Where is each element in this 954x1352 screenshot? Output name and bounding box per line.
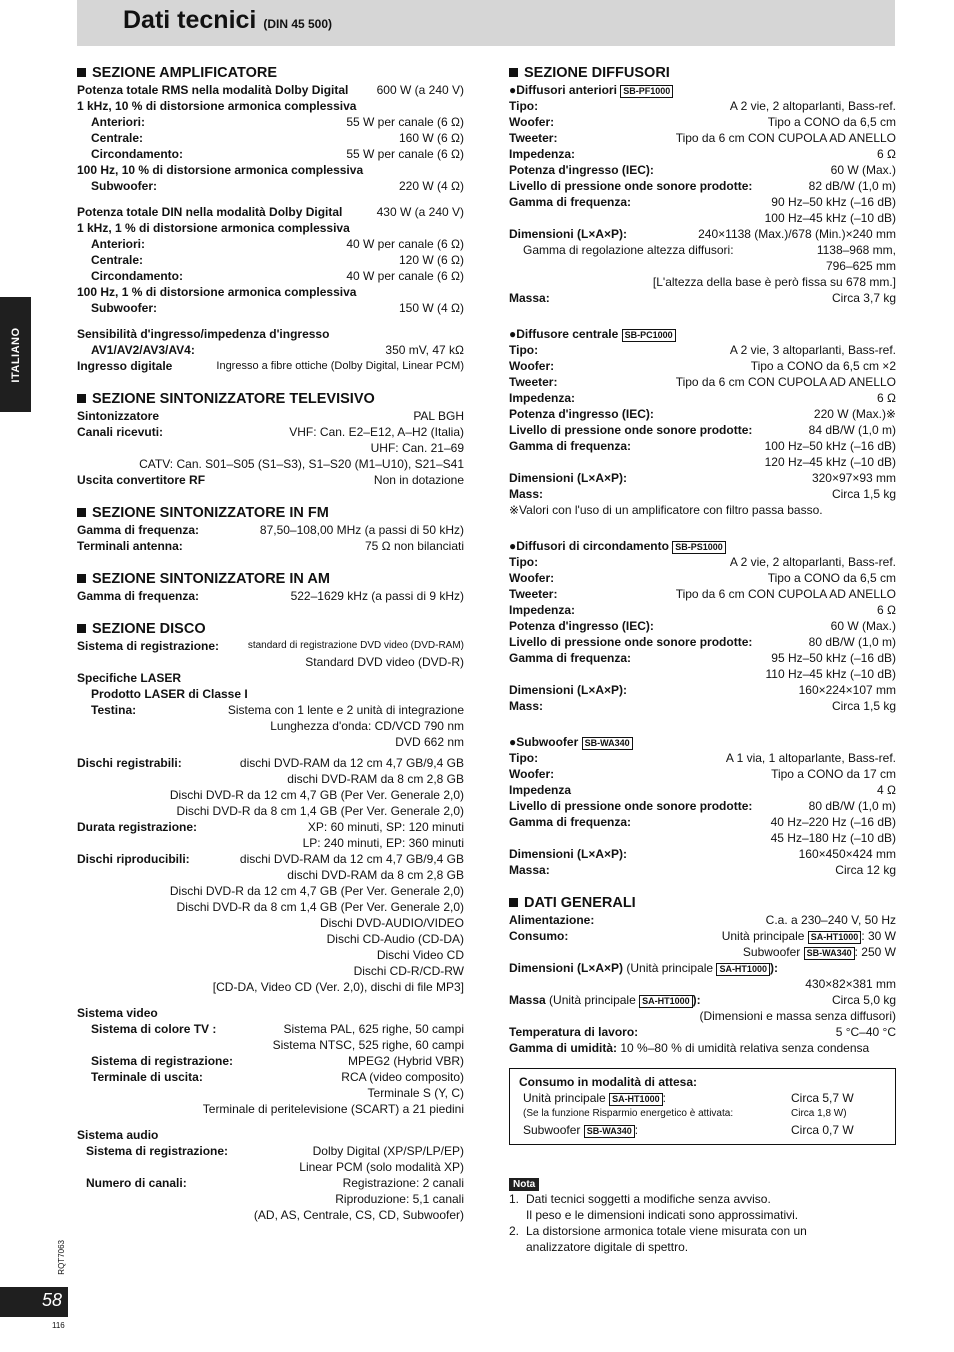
spec-row: Consumo: Unità principale SA-HT1000 : 30 W bbox=[509, 929, 896, 943]
spec-row: Gamma di frequenza: 40 Hz–220 Hz (–16 dB) bbox=[509, 815, 896, 829]
spec-row: Dischi CD-R/CD-RW bbox=[353, 964, 464, 978]
spec-row: Tweeter: Tipo da 6 cm CON CUPOLA AD ANELLO bbox=[509, 375, 896, 389]
spec-row: Lunghezza d'onda: CD/VCD 790 nm bbox=[270, 719, 464, 733]
spec-subheading: Sistema video bbox=[77, 1006, 158, 1020]
spec-row: Dischi DVD-R da 12 cm 4,7 GB (Per Ver. Generale 2,0) bbox=[169, 788, 464, 802]
model-badge: SA-HT1000 bbox=[609, 1093, 663, 1106]
spec-row: Circondamento: 40 W per canale (6 Ω) bbox=[91, 269, 464, 283]
spec-row: Centrale: 120 W (6 Ω) bbox=[91, 253, 464, 267]
spec-row: AV1/AV2/AV3/AV4: 350 mV, 47 kΩ bbox=[91, 343, 464, 357]
spec-row: Dimensioni (L×A×P) (Unità principale SA-HT1000 ): bbox=[509, 961, 778, 975]
spec-row: Durata registrazione: XP: 60 minuti, SP: 120 minuti bbox=[77, 820, 464, 834]
spec-row: Impedenza: 6 Ω bbox=[509, 147, 896, 161]
spec-row: Dischi DVD-R da 8 cm 1,4 GB (Per Ver. Generale 2,0) bbox=[176, 804, 464, 818]
spec-row: Sistema NTSC, 525 righe, 60 campi bbox=[272, 1038, 464, 1052]
spec-subheading: Sensibilità d'ingresso/impedenza d'ingresso bbox=[77, 327, 330, 341]
spec-subheading: Specifiche LASER bbox=[77, 671, 182, 685]
spec-row: Sistema di colore TV : Sistema PAL, 625 righe, 50 campi bbox=[91, 1022, 464, 1036]
spec-row: Subwoofer SB-WA340 : Circa 0,7 W bbox=[523, 1123, 854, 1137]
square-bullet-icon bbox=[77, 508, 86, 517]
doc-code: RQT7063 bbox=[57, 1240, 66, 1275]
spec-row: Ingresso digitale Ingresso a fibre ottiche (Dolby Digital, Linear PCM) bbox=[77, 359, 464, 373]
spec-row: Potenza totale DIN nella modalità Dolby Digital 430 W (a 240 V) bbox=[77, 205, 464, 219]
spec-row: Dimensioni (L×A×P): 160×224×107 mm bbox=[509, 683, 896, 697]
spec-row: Impedenza 4 Ω bbox=[509, 783, 896, 797]
speaker-title: ●Diffusori anteriori SB-PF1000 bbox=[509, 82, 896, 98]
spec-subheading: 1 kHz, 1 % di distorsione armonica complessiva bbox=[77, 221, 350, 235]
spec-row: Mass: Circa 1,5 kg bbox=[509, 699, 896, 713]
spec-row: Tipo: A 2 vie, 3 altoparlanti, Bass-ref. bbox=[509, 343, 896, 357]
spec-row: Livello di pressione onde sonore prodotte: 80 dB/W (1,0 m) bbox=[509, 799, 896, 813]
speaker-title: ●Diffusore centrale SB-PC1000 bbox=[509, 326, 896, 342]
spec-row: Sistema di registrazione: Dolby Digital (XP/SP/LP/EP) bbox=[86, 1144, 464, 1158]
spec-row: Sintonizzatore PAL BGH bbox=[77, 409, 464, 423]
spec-row: Dimensioni (L×A×P): 160×450×424 mm bbox=[509, 847, 896, 861]
section-heading: SEZIONE SINTONIZZATORE IN AM bbox=[77, 570, 464, 588]
spec-row: Impedenza: 6 Ω bbox=[509, 391, 896, 405]
spec-row: Dischi riproducibili: dischi DVD-RAM da 12 cm 4,7 GB/9,4 GB bbox=[77, 852, 464, 866]
model-badge: SA-HT1000 bbox=[716, 963, 770, 976]
spec-row: Potenza d'ingresso (IEC): 60 W (Max.) bbox=[509, 619, 896, 633]
section-heading: SEZIONE SINTONIZZATORE TELEVISIVO bbox=[77, 390, 464, 408]
spec-row: Dischi DVD-AUDIO/VIDEO bbox=[319, 916, 464, 930]
spec-row: Standard DVD video (DVD-R) bbox=[305, 655, 464, 669]
spec-row: Livello di pressione onde sonore prodotte: 82 dB/W (1,0 m) bbox=[509, 179, 896, 193]
spec-row: Terminale S (Y, C) bbox=[367, 1086, 464, 1100]
spec-row: LP: 240 minuti, EP: 360 minuti bbox=[302, 836, 464, 850]
spec-row: Livello di pressione onde sonore prodotte: 84 dB/W (1,0 m) bbox=[509, 423, 896, 437]
spec-row: Terminale di uscita: RCA (video composito) bbox=[91, 1070, 464, 1084]
spec-subheading: 100 Hz, 1 % di distorsione armonica complessiva bbox=[77, 285, 357, 299]
spec-row: Mass: Circa 1,5 kg bbox=[509, 487, 896, 501]
page-header bbox=[77, 0, 895, 46]
model-badge: SA-HT1000 bbox=[639, 995, 693, 1008]
spec-row: Anteriori: 40 W per canale (6 Ω) bbox=[91, 237, 464, 251]
spec-row: Gamma di frequenza: 100 Hz–50 kHz (–16 dB) bbox=[509, 439, 896, 453]
spec-row: Dischi registrabili: dischi DVD-RAM da 12 cm 4,7 GB/9,4 GB bbox=[77, 756, 464, 770]
spec-row: Tipo: A 1 via, 1 altoparlante, Bass-ref. bbox=[509, 751, 896, 765]
spec-row: Impedenza: 6 Ω bbox=[509, 603, 896, 617]
spec-row: Anteriori: 55 W per canale (6 Ω) bbox=[91, 115, 464, 129]
spec-row: Potenza d'ingresso (IEC): 220 W (Max.)※ bbox=[509, 407, 896, 421]
spec-subheading: 1 kHz, 10 % di distorsione armonica complessiva bbox=[77, 99, 357, 113]
standby-title: Consumo in modalità di attesa: bbox=[519, 1075, 698, 1089]
section-heading: SEZIONE SINTONIZZATORE IN FM bbox=[77, 504, 464, 522]
spec-row: [CD-DA, Video CD (Ver. 2,0), dischi di file MP3] bbox=[212, 980, 464, 994]
spec-row: (Dimensioni e massa senza diffusori) bbox=[699, 1009, 896, 1023]
spec-row: Potenza d'ingresso (IEC): 60 W (Max.) bbox=[509, 163, 896, 177]
spec-row: Dimensioni (L×A×P): 240×1138 (Max.)/678 (Min.)×240 mm bbox=[509, 227, 896, 241]
note-label: Nota bbox=[509, 1178, 539, 1191]
spec-row: Dischi CD-Audio (CD-DA) bbox=[326, 932, 464, 946]
square-bullet-icon bbox=[77, 624, 86, 633]
spec-row: Centrale: 160 W (6 Ω) bbox=[91, 131, 464, 145]
spec-row: Gamma di regolazione altezza diffusori: 1138–968 mm, bbox=[523, 243, 896, 257]
footnote: ※Valori con l'uso di un amplificatore con filtro passa basso. bbox=[509, 503, 823, 517]
spec-row: 120 Hz–45 kHz (–10 dB) bbox=[764, 455, 896, 469]
spec-row: 430×82×381 mm bbox=[805, 977, 896, 991]
model-badge: SB-PS1000 bbox=[672, 541, 726, 554]
spec-row: CATV: Can. S01–S05 (S1–S3), S1–S20 (M1–U10), S21–S41 bbox=[139, 457, 464, 471]
spec-row: Woofer: Tipo a CONO da 6,5 cm bbox=[509, 571, 896, 585]
page-number: 58 bbox=[42, 1290, 63, 1310]
spec-row: Sistema di registrazione: standard di registrazione DVD video (DVD-RAM) bbox=[77, 639, 464, 653]
spec-subheading: Prodotto LASER di Classe I bbox=[91, 687, 248, 701]
spec-row: Uscita convertitore RF Non in dotazione bbox=[77, 473, 464, 487]
spec-row: Dischi DVD-R da 8 cm 1,4 GB (Per Ver. Generale 2,0) bbox=[176, 900, 464, 914]
model-badge: SB-PF1000 bbox=[620, 85, 673, 98]
model-badge: SB-WA340 bbox=[584, 1125, 635, 1138]
left-column bbox=[77, 64, 464, 1223]
spec-row: Sistema di registrazione: MPEG2 (Hybrid VBR) bbox=[91, 1054, 464, 1068]
section-heading: SEZIONE DISCO bbox=[77, 620, 464, 638]
spec-subheading: 100 Hz, 10 % di distorsione armonica complessiva bbox=[77, 163, 364, 177]
spec-row: Gamma di umidità: 10 %–80 % di umidità relativa senza condensa bbox=[509, 1041, 870, 1055]
spec-row: (Se la funzione Risparmio energetico è attivata: Circa 1,8 W) bbox=[523, 1108, 847, 1119]
spec-row: Alimentazione: C.a. a 230–240 V, 50 Hz bbox=[509, 913, 896, 927]
spec-row: Riproduzione: 5,1 canali bbox=[335, 1192, 464, 1206]
spec-row: 110 Hz–45 kHz (–10 dB) bbox=[765, 667, 896, 681]
spec-row: Terminale di peritelevisione (SCART) a 21 piedini bbox=[202, 1102, 464, 1116]
page-title: Dati tecnici (DIN 45 500) bbox=[123, 6, 333, 34]
spec-row: Gamma di frequenza: 90 Hz–50 kHz (–16 dB) bbox=[509, 195, 896, 209]
square-bullet-icon bbox=[77, 394, 86, 403]
section-heading: SEZIONE AMPLIFICATORE bbox=[77, 64, 464, 82]
spec-row: Tipo: A 2 vie, 2 altoparlanti, Bass-ref. bbox=[509, 555, 896, 569]
spec-row: Woofer: Tipo a CONO da 6,5 cm ×2 bbox=[509, 359, 896, 373]
spec-row: Terminali antenna: 75 Ω non bilanciati bbox=[77, 539, 464, 553]
section-heading: SEZIONE DIFFUSORI bbox=[509, 64, 896, 82]
spec-row: [L'altezza della base è però fissa su 678 mm.] bbox=[652, 275, 896, 289]
page-subtitle: (DIN 45 500) bbox=[263, 17, 333, 31]
spec-row: Numero di canali: Registrazione: 2 canali bbox=[86, 1176, 464, 1190]
page-number-box bbox=[0, 1287, 68, 1317]
speaker-title: ●Subwoofer SB-WA340 bbox=[509, 734, 896, 750]
spec-row: Tweeter: Tipo da 6 cm CON CUPOLA AD ANELLO bbox=[509, 587, 896, 601]
note-item: 1. Dati tecnici soggetti a modifiche senza avviso. Il peso e le dimensioni indicati sono approssimativi. bbox=[509, 1192, 799, 1222]
spec-row: Temperatura di lavoro: 5 °C–40 °C bbox=[509, 1025, 896, 1039]
page-number-small: 116 bbox=[52, 1321, 65, 1330]
square-bullet-icon bbox=[509, 68, 518, 77]
spec-row: Gamma di frequenza: 87,50–108,00 MHz (a passi di 50 kHz) bbox=[77, 523, 464, 537]
square-bullet-icon bbox=[77, 574, 86, 583]
spec-row: Gamma di frequenza: 522–1629 kHz (a passi di 9 kHz) bbox=[77, 589, 464, 603]
spec-row: Dischi DVD-R da 12 cm 4,7 GB (Per Ver. Generale 2,0) bbox=[169, 884, 464, 898]
spec-row: dischi DVD-RAM da 8 cm 2,8 GB bbox=[287, 772, 464, 786]
spec-subheading: Sistema audio bbox=[77, 1128, 159, 1142]
spec-row: Massa: Circa 3,7 kg bbox=[509, 291, 896, 305]
section-heading: DATI GENERALI bbox=[509, 894, 896, 912]
spec-row: Woofer: Tipo a CONO da 6,5 cm bbox=[509, 115, 896, 129]
spec-row: Subwoofer SB-WA340 : 250 W bbox=[742, 945, 896, 959]
spec-row: Gamma di frequenza: 95 Hz–50 kHz (–16 dB) bbox=[509, 651, 896, 665]
spec-row: Livello di pressione onde sonore prodotte: 80 dB/W (1,0 m) bbox=[509, 635, 896, 649]
model-badge: SB-WA340 bbox=[582, 737, 633, 750]
spec-row: Unità principale SA-HT1000 : Circa 5,7 W bbox=[523, 1091, 854, 1105]
spec-row: Dimensioni (L×A×P): 320×97×93 mm bbox=[509, 471, 896, 485]
spec-row: Subwoofer: 150 W (4 Ω) bbox=[91, 301, 464, 315]
spec-row: Canali ricevuti: VHF: Can. E2–E12, A–H2 (Italia) bbox=[77, 425, 464, 439]
model-badge: SA-HT1000 bbox=[808, 931, 862, 944]
spec-row: Potenza totale RMS nella modalità Dolby Digital 600 W (a 240 V) bbox=[77, 83, 464, 97]
square-bullet-icon bbox=[509, 898, 518, 907]
spec-row: 100 Hz–45 kHz (–10 dB) bbox=[764, 211, 896, 225]
language-tab: ITALIANO bbox=[0, 297, 31, 412]
spec-row: dischi DVD-RAM da 8 cm 2,8 GB bbox=[287, 868, 464, 882]
spec-row: Tweeter: Tipo da 6 cm CON CUPOLA AD ANELLO bbox=[509, 131, 896, 145]
spec-row: (AD, AS, Centrale, CS, CD, Subwoofer) bbox=[253, 1208, 464, 1222]
spec-row: Tipo: A 2 vie, 2 altoparlanti, Bass-ref. bbox=[509, 99, 896, 113]
spec-row: Massa: Circa 12 kg bbox=[509, 863, 896, 877]
spec-row: Massa (Unità principale SA-HT1000 ): Circa 5,0 kg bbox=[509, 993, 896, 1007]
spec-row: Woofer: Tipo a CONO da 17 cm bbox=[509, 767, 896, 781]
spec-row: Circondamento: 55 W per canale (6 Ω) bbox=[91, 147, 464, 161]
spec-row: UHF: Can. 21–69 bbox=[370, 441, 464, 455]
standby-box bbox=[509, 1068, 896, 1145]
spec-row: Linear PCM (solo modalità XP) bbox=[299, 1160, 464, 1174]
note-item: 2. La distorsione armonica totale viene misurata con un analizzatore digitale di spettro. bbox=[509, 1224, 807, 1254]
model-badge: SB-PC1000 bbox=[622, 329, 676, 342]
spec-row: Dischi Video CD bbox=[376, 948, 464, 962]
spec-row: 45 Hz–180 Hz (–10 dB) bbox=[770, 831, 896, 845]
spec-row: 796–625 mm bbox=[825, 259, 896, 273]
right-column bbox=[509, 64, 896, 1255]
model-badge: SB-WA340 bbox=[804, 947, 855, 960]
spec-row: Testina: Sistema con 1 lente e 2 unità di integrazione bbox=[91, 703, 464, 717]
spec-row: Subwoofer: 220 W (4 Ω) bbox=[91, 179, 464, 193]
spec-row: DVD 662 nm bbox=[395, 735, 464, 749]
speaker-title: ●Diffusori di circondamento SB-PS1000 bbox=[509, 538, 896, 554]
square-bullet-icon bbox=[77, 68, 86, 77]
